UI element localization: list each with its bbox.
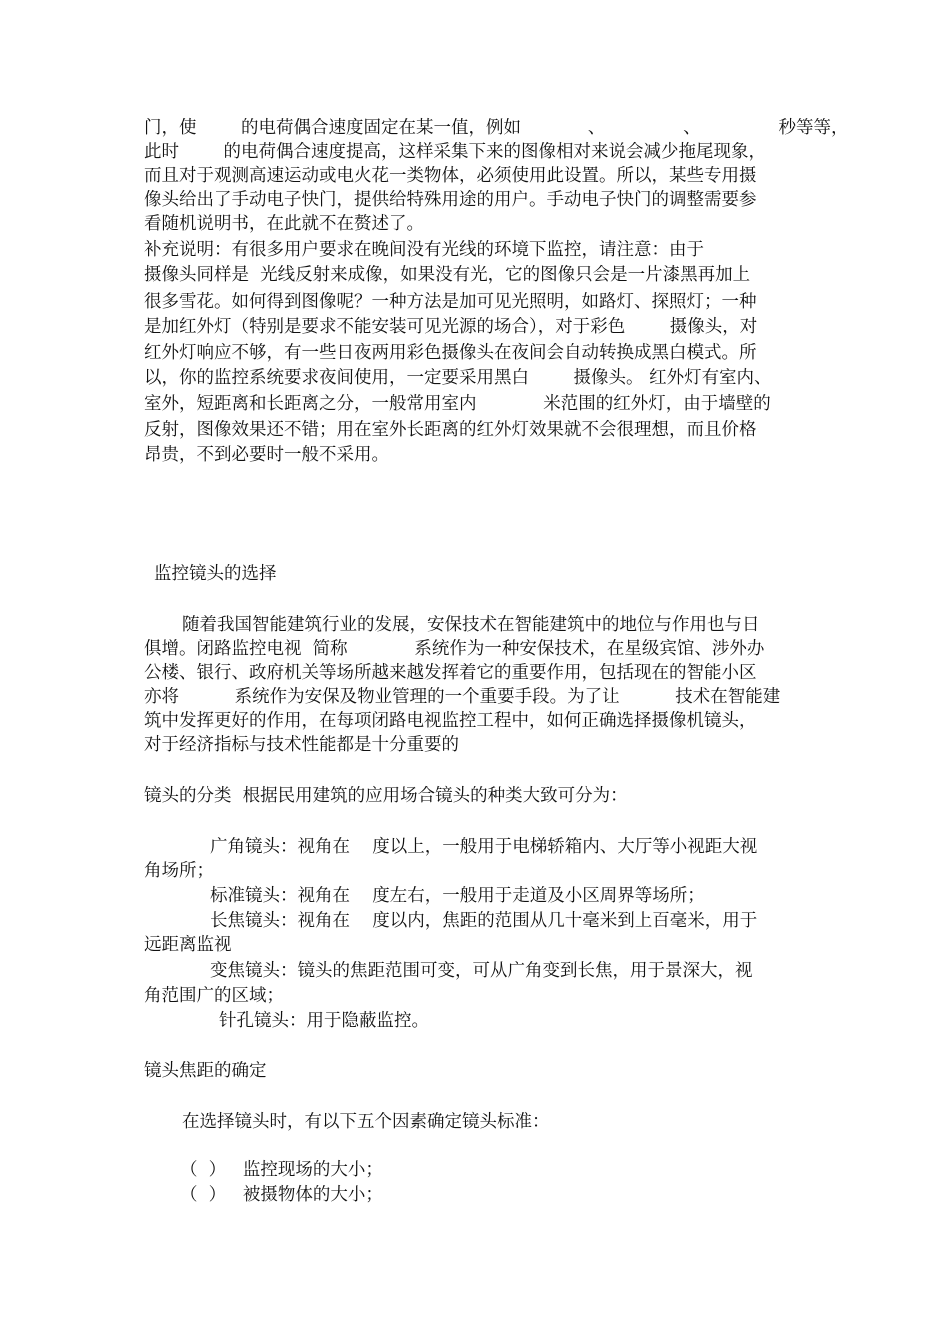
paragraph-line: 摄像头同样是 光线反射来成像，如果没有光，它的图像只会是一片漆黑再加上 xyxy=(144,265,751,285)
lens-classification-intro: 镜头的分类 根据民用建筑的应用场合镜头的种类大致可分为： xyxy=(144,786,628,806)
lens-type-wide-cont: 角场所； xyxy=(144,861,214,881)
paragraph-line: 筑中发挥更好的作用，在每项闭路电视监控工程中，如何正确选择摄像机镜头， xyxy=(144,711,757,731)
paragraph-line: 以，你的监控系统要求夜间使用，一定要采用黑白 摄像头。 红外灯有室内、 xyxy=(144,368,772,388)
paragraph-line: 反射，图像效果还不错；用在室外长距离的红外灯效果就不会很理想，而且价格 xyxy=(144,420,757,440)
lens-type-pinhole: 针孔镜头：用于隐蔽监控。 xyxy=(219,1011,429,1031)
lens-type-telephoto: 长焦镜头：视角在 度以内，焦距的范围从几十毫米到上百毫米，用于 xyxy=(210,911,758,931)
paragraph-line: 亦将 系统作为安保及物业管理的一个重要手段。为了让 技术在智能建 xyxy=(144,687,781,707)
paragraph-line: 昂贵，不到必要时一般不采用。 xyxy=(144,445,389,465)
paragraph-line: 而且对于观测高速运动或电火花一类物体，必须使用此设置。所以，某些专用摄 xyxy=(144,166,757,186)
paragraph-line: 俱增。闭路监控电视 简称 系统作为一种安保技术，在星级宾馆、涉外办 xyxy=(144,639,765,659)
paragraph-line: 很多雪花。如何得到图像呢？一种方法是加可见光照明，如路灯、探照灯；一种 xyxy=(144,292,757,312)
paragraph-line: 红外灯响应不够，有一些日夜两用彩色摄像头在夜间会自动转换成黑白模式。所 xyxy=(144,343,757,363)
paragraph-line: 看随机说明书，在此就不在赘述了。 xyxy=(144,214,424,234)
factor-item: （ ） 被摄物体的大小； xyxy=(180,1185,383,1205)
lens-type-wide: 广角镜头：视角在 度以上，一般用于电梯轿箱内、大厅等小视距大视 xyxy=(210,837,758,857)
paragraph-line: 对于经济指标与技术性能都是十分重要的 xyxy=(144,735,459,755)
lens-type-zoom-cont: 角范围广的区域； xyxy=(144,986,284,1006)
paragraph-line: 像头给出了手动电子快门，提供给特殊用途的用户。手动电子快门的调整需要参 xyxy=(144,190,757,210)
paragraph-line: 随着我国智能建筑行业的发展，安保技术在智能建筑中的地位与作用也与日 xyxy=(182,615,760,635)
lens-type-standard: 标准镜头：视角在 度左右，一般用于走道及小区周界等场所； xyxy=(210,886,705,906)
paragraph-line: 公楼、银行、政府机关等场所越来越发挥着它的重要作用，包括现在的智能小区 xyxy=(144,663,757,683)
focal-intro: 在选择镜头时，有以下五个因素确定镜头标准： xyxy=(182,1112,550,1132)
paragraph-line: 补充说明：有很多用户要求在晚间没有光线的环境下监控，请注意：由于 xyxy=(144,240,704,260)
lens-type-zoom: 变焦镜头：镜头的焦距范围可变，可从广角变到长焦，用于景深大，视 xyxy=(210,961,753,981)
paragraph-line: 是加红外灯（特别是要求不能安装可见光源的场合），对于彩色 摄像头，对 xyxy=(144,317,758,337)
paragraph-line: 此时 的电荷偶合速度提高，这样采集下来的图像相对来说会减少拖尾现象， xyxy=(144,142,766,162)
lens-type-telephoto-cont: 远距离监视 xyxy=(144,935,232,955)
paragraph-line: 室外，短距离和长距离之分，一般常用室内 米范围的红外灯，由于墙壁的 xyxy=(144,394,771,414)
paragraph-line: 门，使 的电荷偶合速度固定在某一值，例如 、 、 秒等等， xyxy=(144,118,849,138)
factor-item: （ ） 监控现场的大小； xyxy=(180,1160,383,1180)
focal-section-title: 镜头焦距的确定 xyxy=(144,1061,267,1081)
section-title: 监控镜头的选择 xyxy=(154,564,277,584)
